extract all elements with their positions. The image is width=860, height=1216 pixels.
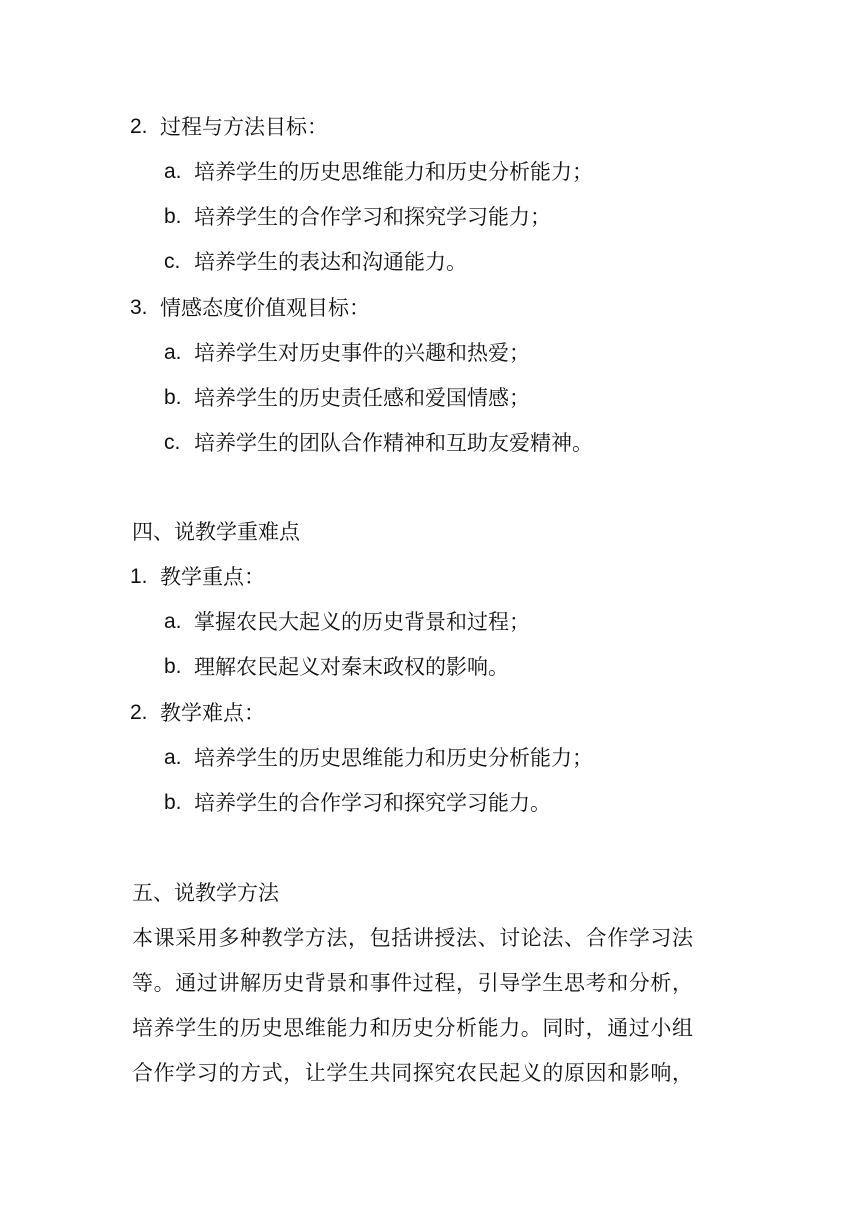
list-item-text: 培养学生的历史思维能力和历史分析能力； — [194, 160, 593, 184]
list-marker: b. — [164, 655, 182, 678]
list-marker: c. — [164, 250, 181, 273]
list-marker: b. — [164, 205, 182, 228]
list-item-text: 培养学生的历史思维能力和历史分析能力； — [194, 746, 593, 770]
paragraph-text: 本课采用多种教学方法，包括讲授法、讨论法、合作学习法 — [132, 926, 694, 950]
list-title: 教学难点： — [160, 701, 265, 725]
list-item-text: 培养学生的合作学习和探究学习能力。 — [194, 791, 551, 815]
list-item-text: 培养学生对历史事件的兴趣和热爱； — [194, 341, 530, 365]
list-marker: b. — [164, 791, 182, 814]
paragraph-text: 等。通过讲解历史背景和事件过程，引导学生思考和分析， — [132, 971, 694, 995]
list-marker: a. — [164, 341, 182, 364]
section-heading-text: 五、说教学方法 — [132, 881, 279, 905]
paragraph-text: 培养学生的历史思维能力和历史分析能力。同时，通过小组 — [132, 1016, 694, 1040]
list-number: 2. — [130, 701, 148, 724]
list-item-text: 理解农民起义对秦末政权的影响。 — [194, 655, 509, 679]
list-title: 情感态度价值观目标： — [160, 296, 370, 320]
list-number: 1. — [130, 565, 148, 588]
list-marker: a. — [164, 746, 182, 769]
list-title: 教学重点： — [160, 565, 265, 589]
list-item-text: 掌握农民大起义的历史背景和过程； — [194, 610, 530, 634]
list-title: 过程与方法目标： — [160, 115, 328, 139]
list-item-text: 培养学生的合作学习和探究学习能力； — [194, 205, 551, 229]
list-number: 3. — [130, 296, 148, 319]
list-marker: c. — [164, 431, 181, 454]
list-item-text: 培养学生的表达和沟通能力。 — [194, 250, 467, 274]
list-number: 2. — [130, 115, 148, 138]
section-heading-text: 四、说教学重难点 — [132, 520, 300, 544]
list-marker: a. — [164, 160, 182, 183]
paragraph-text: 合作学习的方式，让学生共同探究农民起义的原因和影响， — [132, 1061, 694, 1085]
list-marker: b. — [164, 386, 182, 409]
list-item-text: 培养学生的团队合作精神和互助友爱精神。 — [194, 431, 593, 455]
list-item-text: 培养学生的历史责任感和爱国情感； — [194, 386, 530, 410]
list-marker: a. — [164, 610, 182, 633]
